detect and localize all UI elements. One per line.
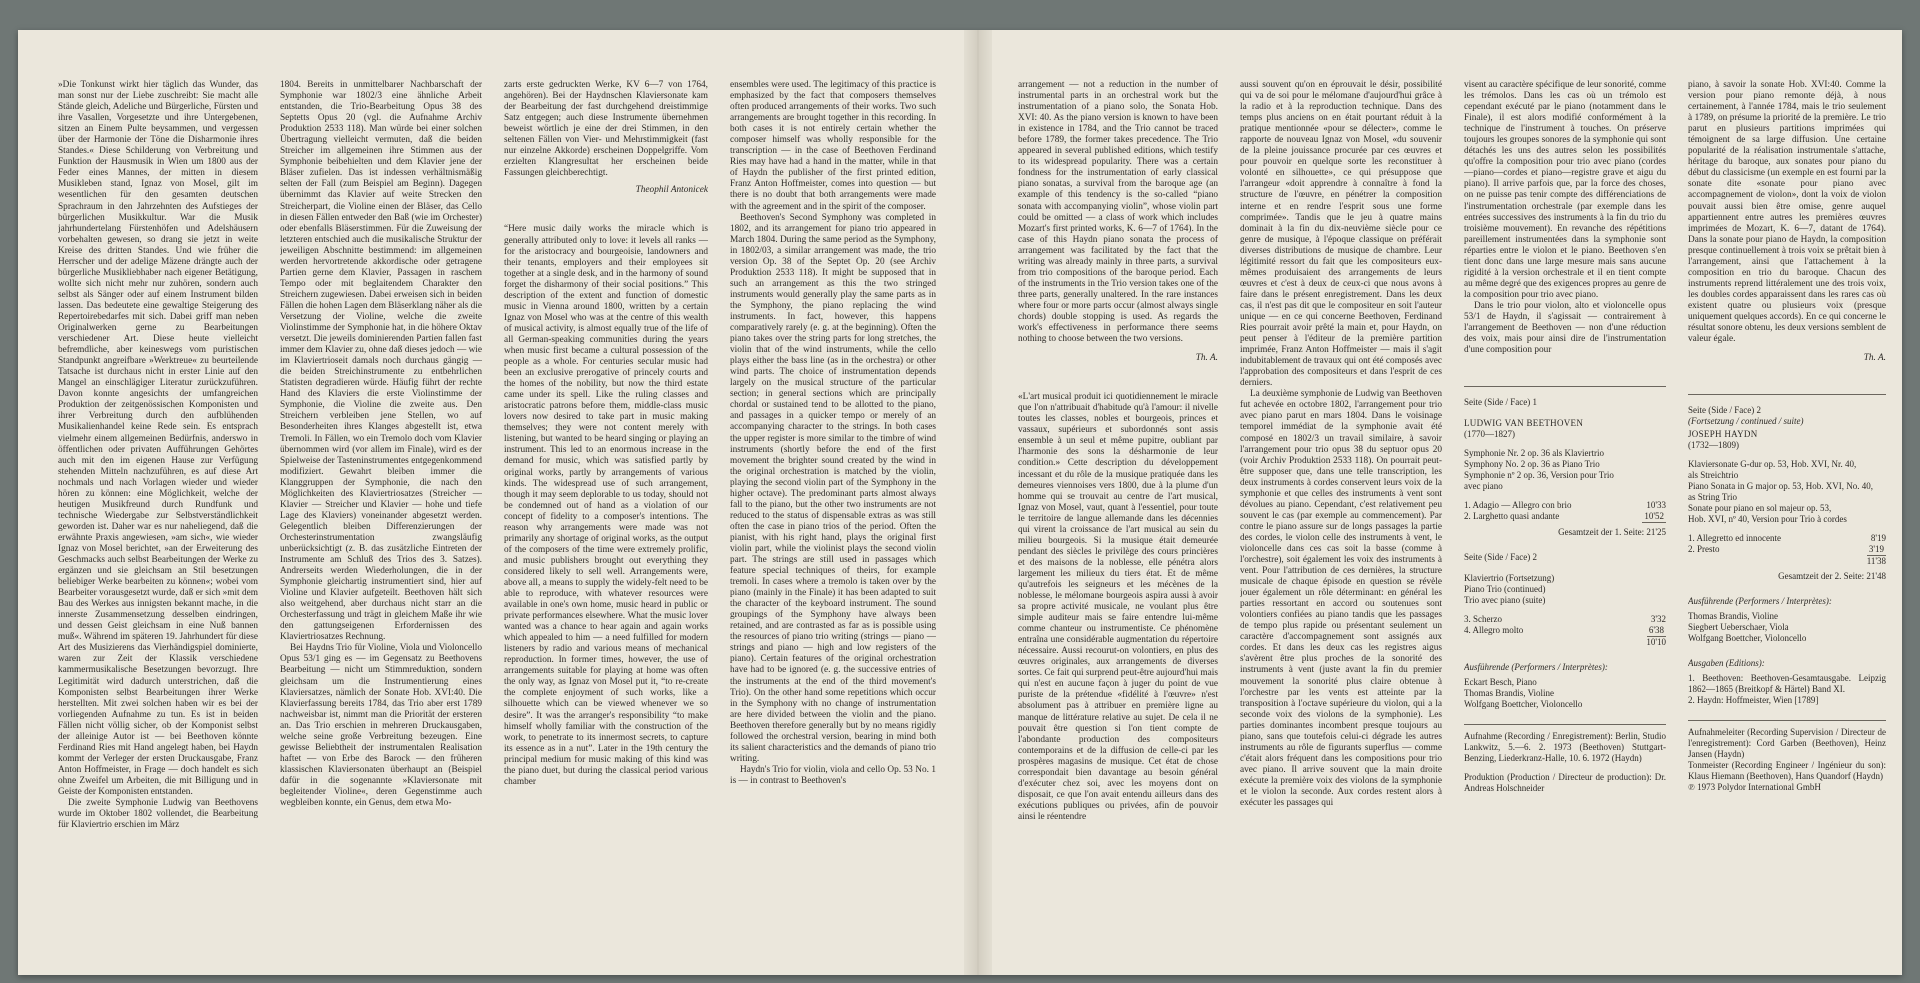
text-paragraph: aussi souvent qu'on en éprouvait le désir, possibilité qui va de soi pour le mélomane d'aujourd'hui grâce à la radio et à la reproduction technique. Dans des temps plus anciens on en était pourtant réduit à la pratique mentionnée «pour se délecter», comme le rapporte de nouveau Ignaz von Mosel, «du souvenir de la pleine jouissance procurée par ces œuvres et pour pouvoir en quelque sorte les reconstituer à volonté en silhouette», ce qui présuppose que l'arrangeur «doit apprendre à connaître à fond la structure de l'œuvre, en pénétrer la composition interne et en rendre l'esprit sous une forme comprimée». Tandis que le jeu à quatre mains dominait à la fin du dix-neuvième siècle pour ce genre de musique, à l'époque classique on préférait diverses distributions de musique de chambre. Leur légitimité ressort du fait que les compositeurs eux-mêmes produisaient des arrangements de leurs œuvres et c'est à deux de ceux-ci que nous avons à faire dans le présent enregistrement. Dans les deux cas, il n'est pas dit que le compositeur en soit l'auteur unique — en ce qui concerne Beethoven, Ferdinand Ries pourrait avoir prêté la main et, pour Haydn, on peut penser à l'éditeur de la première partition imprimée, Franz Anton Hoffmeister — mais il s'agit indubitablement de travaux qui ont été composés avec l'approbation des compositeurs et dans l'esprit de ces derniers. bbox=[1240, 80, 1442, 389]
performer-line: Eckart Besch, Piano bbox=[1464, 677, 1537, 688]
text-paragraph: “Here music daily works the miracle which is generally attributed only to love: it levels all ranks — for the aristocracy and bourgeoisie, landowners and their tenants, employers and their employees sit together at a single desk, and in the harmony of sound forget the disharmony of their social positions.” This description of the extent and function of domestic music in Vienna around 1800, written by a certain Ignaz von Mosel who was at the centre of this wealth of musical activity, is almost equally true of the life of all German-speaking communities during the years when music first became a cultural possession of the people as a whole. For centuries secular music had been an exclusive prerogative of princely courts and the homes of the nobility, but now the third estate came under its spell. Like the ruling classes and aristocratic patrons before them, middle-class music lovers now desired to take part in music making themselves; they were not content merely with listening, but wanted to be heard singing or playing an instrument. This led to an enormous increase in the demand for music, which was satisfied partly by original works, partly by arrangements of various kinds. The widespread use of such arrangement, though it may seem deplorable to us today, should not be condemned out of hand as a violation of our concept of fidelity to a composer's intentions. The reason why arrangements were made was not primarily any shortage of original works, as the output of the composers of the time were extremely prolific, and music publishers brought out everything they considered likely to sell well. Arrangements were, above all, a means to supply the widely-felt need to be able to reproduce, with whatever resources were available in one's own home, music heard in public or private performances elsewhere. What the music lover wanted was a chance to hear again and again works which appealed to him — a need fulfilled for modern listeners by radio and various means of mechanical reproduction. In former times, however, the use of arrangements suitable for playing at home was often the only way, as Ignaz von Mosel put it, “to re-create the complete enjoyment of such works, like a silhouette which can be viewed whenever we so desire”. It was the arranger's responsibility “to make himself wholly familiar with the construction of the work, to penetrate to its innermost secrets, to capture its essence as in a nut”. Later in the 19th century the principal medium for music making of this kind was the piano duet, but during the classical period various chamber bbox=[504, 224, 708, 787]
track-time: 8'19 bbox=[1870, 533, 1886, 544]
left-col-3 bbox=[504, 80, 708, 957]
performer-line: Wolfgang Boettcher, Violoncello bbox=[1688, 633, 1807, 644]
liner-notes-spread bbox=[18, 30, 1902, 975]
work-line: Piano Sonata in G major op. 53, Hob. XVI, No. 40, bbox=[1688, 481, 1873, 492]
right-page bbox=[992, 30, 1902, 975]
spacer bbox=[1018, 364, 1218, 392]
author-signature: Th. A. bbox=[1195, 353, 1218, 364]
work-line: Symphony No. 2 op. 36 as Piano Trio bbox=[1464, 459, 1600, 470]
track-time: 10'33 bbox=[1646, 500, 1666, 511]
performers-heading: Ausführende (Performers / Interprètes): bbox=[1464, 662, 1608, 673]
track-row bbox=[1464, 637, 1666, 648]
performer-line: Siegbert Ueberschaer, Viola bbox=[1688, 622, 1789, 633]
side-total-time: Gesamtzeit der 1. Seite: 21'25 bbox=[1558, 527, 1666, 538]
performer-line: Thomas Brandis, Violine bbox=[1464, 688, 1555, 699]
text-paragraph: Beethoven's Second Symphony was completed in 1802, and its arrangement for piano trio appeared in March 1804. During the same period as the Symphony, in 1802/03, a similar arrangement was made, the trio version Op. 38 of the Septet Op. 20 (see Archiv Produktion 2533 118). It might be supposed that in such an arrangement as this the two stringed instruments would generally play the same parts as in the Symphony, the piano replacing the wind instruments. In fact, however, this happens comparatively rarely (e. g. at the beginning). Often the piano takes over the string parts for long stretches, the violin that of the wind instruments, while the cello plays either the bass line (as in the orchestra) or other wind parts. The choice of instrumentation depends largely on the musical structure of the particular section; in general sections which are principally chordal or sustained tend to be allotted to the piano, and passages in a quicker tempo or merely of an accompanying character to the strings. In both cases the upper register is more similar to the timbre of wind instruments (shortly before the end of the first movement the brighter sound created by the wind in the original orchestration is matched by the violin, playing the second violin part of the Symphony in the higher octave). The predominant parts almost always fall to the piano, but the other two instruments are not reduced to the status of dispensable extras as was still often the case in piano trios of the period. Often the pianist, with his right hand, plays the original first violin part, while the violinist plays the second violin part. The strings are still used in passages which feature special techniques of theirs, for example tremoli. In cases where a tremolo is taken over by the piano (mainly in the Finale) it has been adapted to suit the character of the keyboard instrument. The sound groupings of the Symphony have always been retained, and are contrasted as far as is possible using the resources of piano trio writing (strings — piano — strings and piano — high and low registers of the piano). Certain features of the original orchestration have had to be ignored (e. g. the successive entries of the instruments at the end of the third movement's Trio). On the other hand some repetitions which occur in the Symphony with no change of instrumentation are here divided between the violin and the piano. Beethoven therefore generally but by no means rigidly followed the orchestral version, bearing in mind both its salient characteristics and the demands of piano trio writing. bbox=[730, 212, 936, 764]
work-title bbox=[1464, 448, 1666, 492]
track-row bbox=[1688, 533, 1886, 544]
right-col-3 bbox=[1464, 80, 1666, 957]
divider bbox=[1464, 386, 1666, 387]
work-line: Trio avec piano (suite) bbox=[1464, 595, 1546, 606]
work-line: Klaviersonate G-dur op. 53, Hob. XVI, Nr. 40, bbox=[1688, 459, 1857, 470]
track-row bbox=[1464, 625, 1666, 637]
track-time: 11'38 bbox=[1866, 556, 1886, 567]
track-row bbox=[1464, 511, 1666, 523]
engineer-info: Tonmeister (Recording Engineer / Ingénieur du son): Klaus Hiemann (Beethoven), Hans Quandorf (Haydn) bbox=[1688, 760, 1886, 782]
left-col-2 bbox=[280, 80, 482, 957]
track-row bbox=[1464, 614, 1666, 625]
text-paragraph: Haydn's Trio for violin, viola and cello Op. 53 No. 1 is — in contrast to Beethoven's bbox=[730, 764, 936, 786]
text-paragraph: arrangement — not a reduction in the number of instrumental parts in an orchestral work but the instrumentation of a piano solo, the Sonata Hob. XVI: 40. As the piano version is known to have been in existence in 1784, and the Trio cannot be traced before 1789, the former takes precedence. The Trio appeared in several published editions, which testify to its widespread popularity. There was a certain fondness for the instrumentation of early classical piano sonatas, a survival from the baroque age (an example of this tendency is the so-called “piano sonata with accompanying violin”, whose violin part could be omitted — a class of work which includes Mozart's first printed works, K. 6—7 of 1764). In the case of this Haydn piano sonata the process of arrangement was facilitated by the fact that the writing was already mainly in three parts, a survival from trio compositions of the baroque period. Each of the instruments in the Trio version takes one of the three parts, generally unaltered. In the rare instances where four or more parts occur (almost always single chords) double stopping is used. As regards the work's effectiveness in performance there seems nothing to choose between the two versions. bbox=[1018, 80, 1218, 345]
right-col-1 bbox=[1018, 80, 1218, 957]
divider bbox=[1688, 394, 1886, 395]
performer-line: Thomas Brandis, Violine bbox=[1688, 611, 1779, 622]
track-row bbox=[1464, 500, 1666, 511]
copyright-notice: ℗ 1973 Polydor International GmbH bbox=[1688, 782, 1821, 793]
work-title bbox=[1464, 573, 1666, 606]
performer-line: Wolfgang Boettcher, Violoncello bbox=[1464, 699, 1583, 710]
text-paragraph: visent au caractère spécifique de leur sonorité, comme les trémolos. Dans les cas où un trémolo est cependant exécuté par le piano (notamment dans le Finale), il est alors modifié conformément à la technique de l'instrument à touches. On préserve toujours les groupes sonores de la symphonie qui sont détachés les uns des autres selon les possibilités qu'offre la composition pour trio avec piano (cordes—piano—cordes et piano—registre grave et aigu du piano). Il arrive parfois que, par la force des choses, on ne puisse pas tenir compte des différenciations de l'instrumentation orchestrale (par exemple dans les entrées successives des instruments à la fin du trio du troisième mouvement). En revanche des répétitions pareillement instrumentées dans la symphonie sont réparties entre le violon et le piano. Beethoven s'en tient donc dans une large mesure mais sans aucune rigidité à la version orchestrale et il en tient compte au même degré que des exigences propres au genre de la composition pour trio avec piano. bbox=[1464, 80, 1666, 300]
composer-dates: (1770—1827) bbox=[1464, 429, 1515, 440]
side-total-time: Gesamtzeit der 2. Seite: 21'48 bbox=[1778, 571, 1886, 582]
text-paragraph: Bei Haydns Trio für Violine, Viola und Violoncello Opus 53/1 ging es — im Gegensatz zu Beethovens Bearbeitung — nicht um Stimmreduktion, sondern gleichsam um die Instrumentierung eines Klaviersatzes, nämlich der Sonate Hob. XVI:40. Die Klavierfassung bereits 1784, das Trio aber erst 1789 nachweisbar ist, nimmt man die Priorität der ersteren an. Das Trio erschien in mehreren Druckausgaben, welche seine große Verbreitung bezeugen. Eine gewisse Beliebtheit der instrumentalen Realisation haftet — von Erbe des Barock — den früheren klassischen Klaviersonaten überhaupt an (Beispiel dafür in die sogenannte »Klaviersonate mit begleitender Violine«, deren Gegenstimme auch wegbleiben konnte, ein Genus, dem etwa Mo- bbox=[280, 643, 482, 809]
side-2-title: Seite (Side / Face) 2 bbox=[1688, 405, 1761, 416]
author-signature: Theophil Antonicek bbox=[635, 185, 708, 196]
performers-heading: Ausführende (Performers / Interprètes): bbox=[1688, 596, 1832, 607]
right-col-2 bbox=[1240, 80, 1442, 957]
text-paragraph: piano, à savoir la sonate Hob. XVI:40. Comme la version pour piano remonte déjà, à nous certainement, à l'année 1784, mais le trio seulement à 1789, on présume la priorité de la première. Le trio parut en plusieurs partitions imprimées qui témoignent de sa large diffusion. Une certaine popularité de la réalisation instrumentale s'attache, héritage du baroque, aux sonates pour piano du début du classicisme (un exemple en est fourni par la sonate dite «sonate pour piano avec accompagnement de violon», dont la voix de violon pouvait aussi bien être omise, genre auquel appartiennent entre autres les premières œuvres imprimées de Mozart, K. 6—7, datant de 1764). Dans la sonate pour piano de Haydn, la composition presque continuellement à trois voix se prêtait bien à l'arrangement, ainsi que l'attachement à la composition en trio du baroque. Chacun des instruments reprend littéralement une des trois voix, les doubles cordes apparaissent dans les rares cas où existent quatre ou plusieurs voix (presque uniquement quelques accords). En ce qui concerne le résultat sonore obtenu, les deux versions semblent de valeur égale. bbox=[1688, 80, 1886, 345]
spacer bbox=[504, 196, 708, 224]
recording-info: Aufnahme (Recording / Enregistrement): Berlin, Studio Lankwitz, 5.—6. 2. 1973 (Beethoven) Stuttgart-Benzing, Liederkranz-Halle, 10. 6. 1972 (Haydn) bbox=[1464, 731, 1666, 764]
side-subtitle: (Fortsetzung / continued / suite) bbox=[1688, 416, 1804, 427]
text-paragraph: «L'art musical produit ici quotidiennement le miracle que l'on n'attribuait d'habitude qu'à l'amour: il nivelle toutes les classes, nobles et bourgeois, princes et vassaux, supérieurs et subordonnés sont assis ensemble à un seul et même pupitre, oubliant par l'harmonie des sons la désharmonie de leur condition.» Cette description du développement incessant et du rôle de la musique pratiquée dans les demeures viennoises vers 1800, due à la plume d'un homme qui se trouvait au centre de l'art musical, Ignaz von Mosel, vaut, quant à l'essentiel, pour toute le territoire de langue allemande dans les décennies qui virent la croissance de l'art musical au sein du milieu bourgeois. Si la musique était demeurée pendant des siècles le privilège des cours princières et des maisons de la noblesse, elle pénétra alors largement les milieux du tiers état. Et de même qu'autrefois les seigneurs et les mécènes de la noblesse, le mélomane bourgeois aspira aussi à avoir sa propre activité musicale, ne voulant plus être simple auditeur mais se faire entendre lui-même comme chanteur ou instrumentiste. Ce phénomène entraîna une considérable augmentation du répertoire nécessaire. Aussi recourut-on volontiers, en plus des œuvres originales, aux arrangements de diverses sortes. Ce fait qui surprend peut-être aujourd'hui mais qui n'est en aucune façon à juger du point de vue puriste de la prétendue «fidélité à l'œuvre» n'est absolument pas à attribuer en première ligne au manque de littérature relative au sujet. De cela il ne pouvait être question si l'on tient compte de l'abondante production des compositeurs contemporains et de la diffusion de celle-ci par les prospères magasins de musique. Cet état de chose correspondait bien davantage au besoin général d'exécuter chez soi, avec les moyens dont on disposait, ce que l'on avait entendu ailleurs dans des exécutions publiques ou privées, afin de pouvoir ainsi le réentendre bbox=[1018, 392, 1218, 822]
text-paragraph: ensembles were used. The legitimacy of this practice is emphasized by the fact that composers themselves often produced arrangements of their works. Two such arrangements are brought together in this recording. In both cases it is not entirely certain whether the composer himself was wholly responsible for the transcription — in the case of Beethoven Ferdinand Ries may have had a hand in the matter, while in that of Haydn the publisher of the first printed edition, Franz Anton Hoffmeister, comes into question — but there is no doubt that both arrangements were made with the agreement and in the spirit of the composer. bbox=[730, 80, 936, 212]
track-label: 1. Allegretto ed innocente bbox=[1688, 533, 1781, 544]
track-time: 3'32 bbox=[1650, 614, 1666, 625]
work-line: Klaviertrio (Fortsetzung) bbox=[1464, 573, 1555, 584]
author-signature: Th. A. bbox=[1863, 353, 1886, 364]
track-row bbox=[1688, 544, 1886, 556]
work-line: Piano Trio (continued) bbox=[1464, 584, 1546, 595]
track-time: 6'38 bbox=[1648, 625, 1664, 636]
text-paragraph: zarts erste gedruckten Werke, KV 6—7 von 1764, angehören). Bei der Haydnschen Klaviersonate kam der Bearbeitung der fast durchgehend dreistimmige Satz entgegen; auch diese Instrumente übernehmen beweist wörtlich je eine der drei Stimmen, in den seltenen Fällen von Vier- und Mehrstimmigkeit (fast nur einzelne Akkorde) erscheinen Doppelgriffe. Vom erzielten Klangresultat her erscheinen beide Fassungen gleichberechtigt. bbox=[504, 80, 708, 179]
track-label: 2. Larghetto quasi andante bbox=[1464, 511, 1560, 522]
edition-line: 1. Beethoven: Beethoven-Gesamtausgabe. Leipzig 1862—1865 (Breitkopf & Härtel) Band XI. bbox=[1688, 673, 1886, 695]
supervision-info: Aufnahmeleiter (Recording Supervision / Directeur de l'enregistrement): Cord Garben (Beethoven), Heinz Jansen (Haydn) bbox=[1688, 727, 1886, 760]
right-col-4 bbox=[1688, 80, 1886, 957]
track-label: 3. Scherzo bbox=[1464, 614, 1502, 625]
editions-heading: Ausgaben (Editions): bbox=[1688, 658, 1765, 669]
production-info: Produktion (Production / Directeur de production): Dr. Andreas Holschneider bbox=[1464, 772, 1666, 794]
work-line: Hob. XVI, nº 40, Version pour Trio à cordes bbox=[1688, 514, 1847, 525]
side-2-title: Seite (Side / Face) 2 bbox=[1464, 552, 1537, 563]
divider bbox=[1688, 720, 1886, 721]
text-paragraph: »Die Tonkunst wirkt hier täglich das Wunder, das man sonst nur der Liebe zuschreibt: Sie macht alle Stände gleich, Adeliche und Bürgerliche, Fürsten und ihre Vasallen, Vorgesetzte und ihre Untergebenen, sitzen an Einem Pulte beysammen, und vergessen über der Harmonie der Töne die Disharmonie ihres Standes.« Diese Schilderung von Verbreitung und Funktion der Hausmusik in Wien um 1800 aus der Feder eines Mannes, der mitten in diesem Musikleben stand, Ignaz von Mosel, gilt im wesentlichen für den gesamten deutschen Sprachraum in den Jahrzehnten des Aufstieges der bürgerlichen Musikkultur. War die Musik jahrhundertelang Fürstenhöfen und Adelshäusern vorbehalten gewesen, so drang sie jetzt in weite Kreise des dritten Standes. Und wie früher die Herrscher und der adelige Mäzene drängte auch der bürgerliche Musikliebhaber nach eigener Betätigung, wollte sich nicht mehr nur zuhören, sondern auch selbst als Sänger oder auf einem Instrument bilden lassen. Das bedeutete eine gewaltige Steigerung des Repertoirebedarfes mit sich. Dabei griff man neben Originalwerken gerne zu Bearbeitungen verschiedener Art. Diese heute vielleicht befremdliche, aber keineswegs vom puristischen Standpunkt angreifbare »Werktreue« zu beurteilende Tatsache ist durchaus nicht in erster Linie auf den Mangel an einschlägiger Literatur zurückzuführen. Davon konnte angesichts der umfangreichen Produktion der zeitgenössischen Komponisten und ihrer Verbreitung durch den aufblühenden Musikalienhandel keine Rede sein. Es entsprach vielmehr einem allgemeinen Bedürfnis, anderswo in öffentlichen oder privaten Aufführungen Gehörtes auch mit den im eigenen Hause zur Verfügung stehenden Mitteln nachzuführen, es auf diese Art nochmals und nach Vorlagen wieder und wieder hören zu können: eine Möglichkeit, welche der heutigen Musikfreund durch Rundfunk und technische Wiedergabe zur Selbstverständlichkeit geworden ist. Daher war es nur naheliegend, daß die erwähnte Praxis angewiesen, »am sich«, wie wieder Ignaz von Mosel berichtet, »an der Erweiterung des Geschmacks auch selbst Bearbeitungen der Werke zu ergänzen und sie gleichsam an Stil besetzungen beliebiger Werke bearbeiten zu können«; wobei vom Bearbeiter vorausgesetzt wurde, daß er sich »mit dem Bau des Werkes aus innigsten bekannt mache, in die innerste Zusammensetzung desselben eindringen, und dessen Geist gleichsam in eine Nuß bannen muß«. Während im späteren 19. Jahrhundert für diese Art des Musizierens das Vierhändigspiel dominierte, waren zur Zeit der Klassik verschiedene kammermusikalische Besetzungen bevorzugt. Ihre Legitimität wird dadurch unterstrichen, daß die Komponisten selbst Bearbeitungen ihrer Werke herstellten. Mit zwei solchen haben wir es bei der vorliegenden Aufnahme zu tun. Es ist in beiden Fällen nicht völlig sicher, ob der Komponist selbst der alleinige Autor ist — bei Beethoven könnte Ferdinand Ries mit Hand angelegt haben, bei Haydn kommt der Verleger der ersten Druckausgabe, Franz Anton Hoffmeister, in Frage — doch handelt es sich ohne Zweifel um Arbeiten, die mit Billigung und in Geiste der Komponisten entstanden. bbox=[58, 80, 258, 797]
work-title bbox=[1688, 459, 1886, 525]
work-line: Symphonie nº 2 op. 36, Version pour Trio bbox=[1464, 470, 1614, 481]
left-col-1 bbox=[58, 80, 258, 957]
composer-dates: (1732—1809) bbox=[1688, 440, 1739, 451]
divider bbox=[1464, 724, 1666, 725]
track-label: 2. Presto bbox=[1688, 544, 1720, 555]
work-line: Sonate pour piano en sol majeur op. 53, bbox=[1688, 503, 1832, 514]
track-time: 3'19 bbox=[1868, 544, 1884, 555]
spine-gutter bbox=[964, 30, 992, 975]
work-line: as String Trio bbox=[1688, 492, 1738, 503]
track-row bbox=[1688, 556, 1886, 567]
text-paragraph: Dans le trio pour violon, alto et violoncelle opus 53/1 de Haydn, il s'agissait — contrairement à l'arrangement de Beethoven — non d'une réduction des voix, mais pour ainsi dire de l'instrumentation d'une composition pour bbox=[1464, 300, 1666, 356]
text-paragraph: La deuxième symphonie de Ludwig van Beethoven fut achevée en octobre 1802, l'arrangement pour trio avec piano parut en mars 1804. Dans le voisinage temporel immédiat de la symphonie avait été composé en 1802/3 un travail similaire, à savoir l'arrangement pour trio opus 38 du septuor opus 20 (voir Archiv Produktion 2533 118). On pourrait peut-être supposer que, dans une telle transcription, les deux instruments à cordes conservent leurs voix de la symphonie et que celles des instruments à vent sont dévolues au piano. Cependant, c'est relativement peu souvent le cas (par exemple au commencement). Par contre le piano assure sur de longs passages la partie des cordes, le violon celle des instruments à vent, le violoncelle dans ces cas soit la basse (comme à l'orchestre), soit également les voix des instruments à vent. Pour l'attribution de ces dernières, la structure musicale de chaque épisode en question se révèle jouer également un rôle déterminant: en général les parties ressortant en accord ou soutenues sont volontiers confiées au piano tandis que les passages de tempo plus rapide ou présentant seulement un caractère d'accompagnement sont assignés aux cordes. Et dans les deux cas les registres aigus s'avèrent être plus proches de la sonorité des instruments à vent (juste avant la fin du premier mouvement la sonorité plus claire obtenue à l'orchestre par les vents est atteinte par la transposition à l'octave supérieure du violon, qui a la seconde voix des violons de la symphonie). Les parties dominantes incombent presque toujours au piano, sans que toutefois celui-ci dégrade les autres instruments au rôle de figurants superflus — comme c'était alors fréquent dans les compositions pour trio avec piano. Il arrive souvent que la main droite exécute la première voix des violons de la symphonie et le violon la seconde. Aux cordes restent alors à exécuter les passages qui bbox=[1240, 389, 1442, 809]
track-label: 1. Adagio — Allegro con brio bbox=[1464, 500, 1572, 511]
composer-name: JOSEPH HAYDN bbox=[1688, 429, 1758, 440]
text-paragraph: 1804. Bereits in unmittelbarer Nachbarschaft der Symphonie war 1802/3 eine ähnliche Arbeit entstanden, die Trio-Bearbeitung Opus 38 des Septetts Opus 20 (vgl. die Aufnahme Archiv Produktion 2533 118). Man würde bei einer solchen Übertragung vielleicht vermuten, daß die beiden Streicher im allgemeinen ihre Stimmen aus der Symphonie beibehielten und dem Klavier jene der Bläser zufielen. Das ist indessen verhältnismäßig selten der Fall (zum Beispiel am Beginn). Dagegen übernimmt das Klavier auf weite Strecken den Streicherpart, die Violine einen der Bläser, das Cello in diesen Fällen entweder den Baß (wie im Orchester) oder ebenfalls Bläserstimmen. Für die Zuweisung der letzteren entschied auch die musikalische Struktur der jeweiligen Abschnitte bestimmend: im allgemeinen werden hervortretende akkordische oder getragene Partien gerne dem Klavier, Passagen in raschem Tempo oder mit beglaitendem Charakter den Streichern zugewiesen. Dabei erweisen sich in beiden Fällen die hohen Lagen dem Bläserklang näher als die Versetzung der Violine, welche die zweite Violinstimme der Symphonie hat, in die höhere Oktav versetzt. Die jeweils dominierenden Partien fallen fast immer dem Klavier zu, ohne daß dieses jedoch — wie im Klaviertrioseit damals noch durchaus gängig — die beiden Streichinstrumente zu entbehrlichen Statisten degradieren würde. Häufig führt der rechte Hand des Klaviers die erste Violinstimme der Symphonie, die Violine die zweite aus. Den Streichern verbleiben jene Stellen, wo auf Besonderheiten ihres Klanges abgestellt ist, etwa Tremoli. In Fällen, wo ein Tremolo doch vom Klavier übernommen wird (vor allem im Finale), wird es der Spielweise der Tasteninstrumentes entgegenkommend modifiziert. Gewahrt bleiben immer die Klanggruppen der Symphonie, die nach den Möglichkeiten des Klaviertriosatzes (Streicher — Klavier — Streicher und Klavier — hohe und tiefe Lage des Klaviers) voneinander abgesetzt werden. Gelegentlich bleiben Differenzierungen der Orchesterinstrumentation zwangsläufig unberücksichtigt (z. B. das zusätzliche Eintreten der Instrumente am Schluß des Trios des 3. Satzes). Andrerseits werden Wiederholungen, die in der Symphonie gleichartig instrumentiert sind, hier auf Violine und Klavier aufgeteilt. Beethoven hält sich also weitgehend, aber durchaus nicht starr an die Orchesterfassung und trägt in gleichem Maße ihr wie den gattungseigenen Erfordernissen des Klaviertriosatzes Rechnung. bbox=[280, 80, 482, 643]
left-col-4 bbox=[730, 80, 936, 957]
track-label: 4. Allegro molto bbox=[1464, 625, 1524, 636]
track-time: 10'10 bbox=[1646, 637, 1666, 648]
track-time: 10'52 bbox=[1644, 511, 1664, 522]
work-line: Symphonie Nr. 2 op. 36 als Klaviertrio bbox=[1464, 448, 1604, 459]
work-line: als Streichtrio bbox=[1688, 470, 1739, 481]
edition-line: 2. Haydn: Hoffmeister, Wien [1789] bbox=[1688, 695, 1819, 706]
side-1-title: Seite (Side / Face) 1 bbox=[1464, 397, 1537, 408]
text-paragraph: Die zweite Symphonie Ludwig van Beethovens wurde im Oktober 1802 vollendet, die Bearbeitung für Klaviertrio erschien im März bbox=[58, 798, 258, 831]
composer-name: LUDWIG VAN BEETHOVEN bbox=[1464, 418, 1584, 429]
work-line: avec piano bbox=[1464, 481, 1503, 492]
left-page bbox=[18, 30, 964, 975]
